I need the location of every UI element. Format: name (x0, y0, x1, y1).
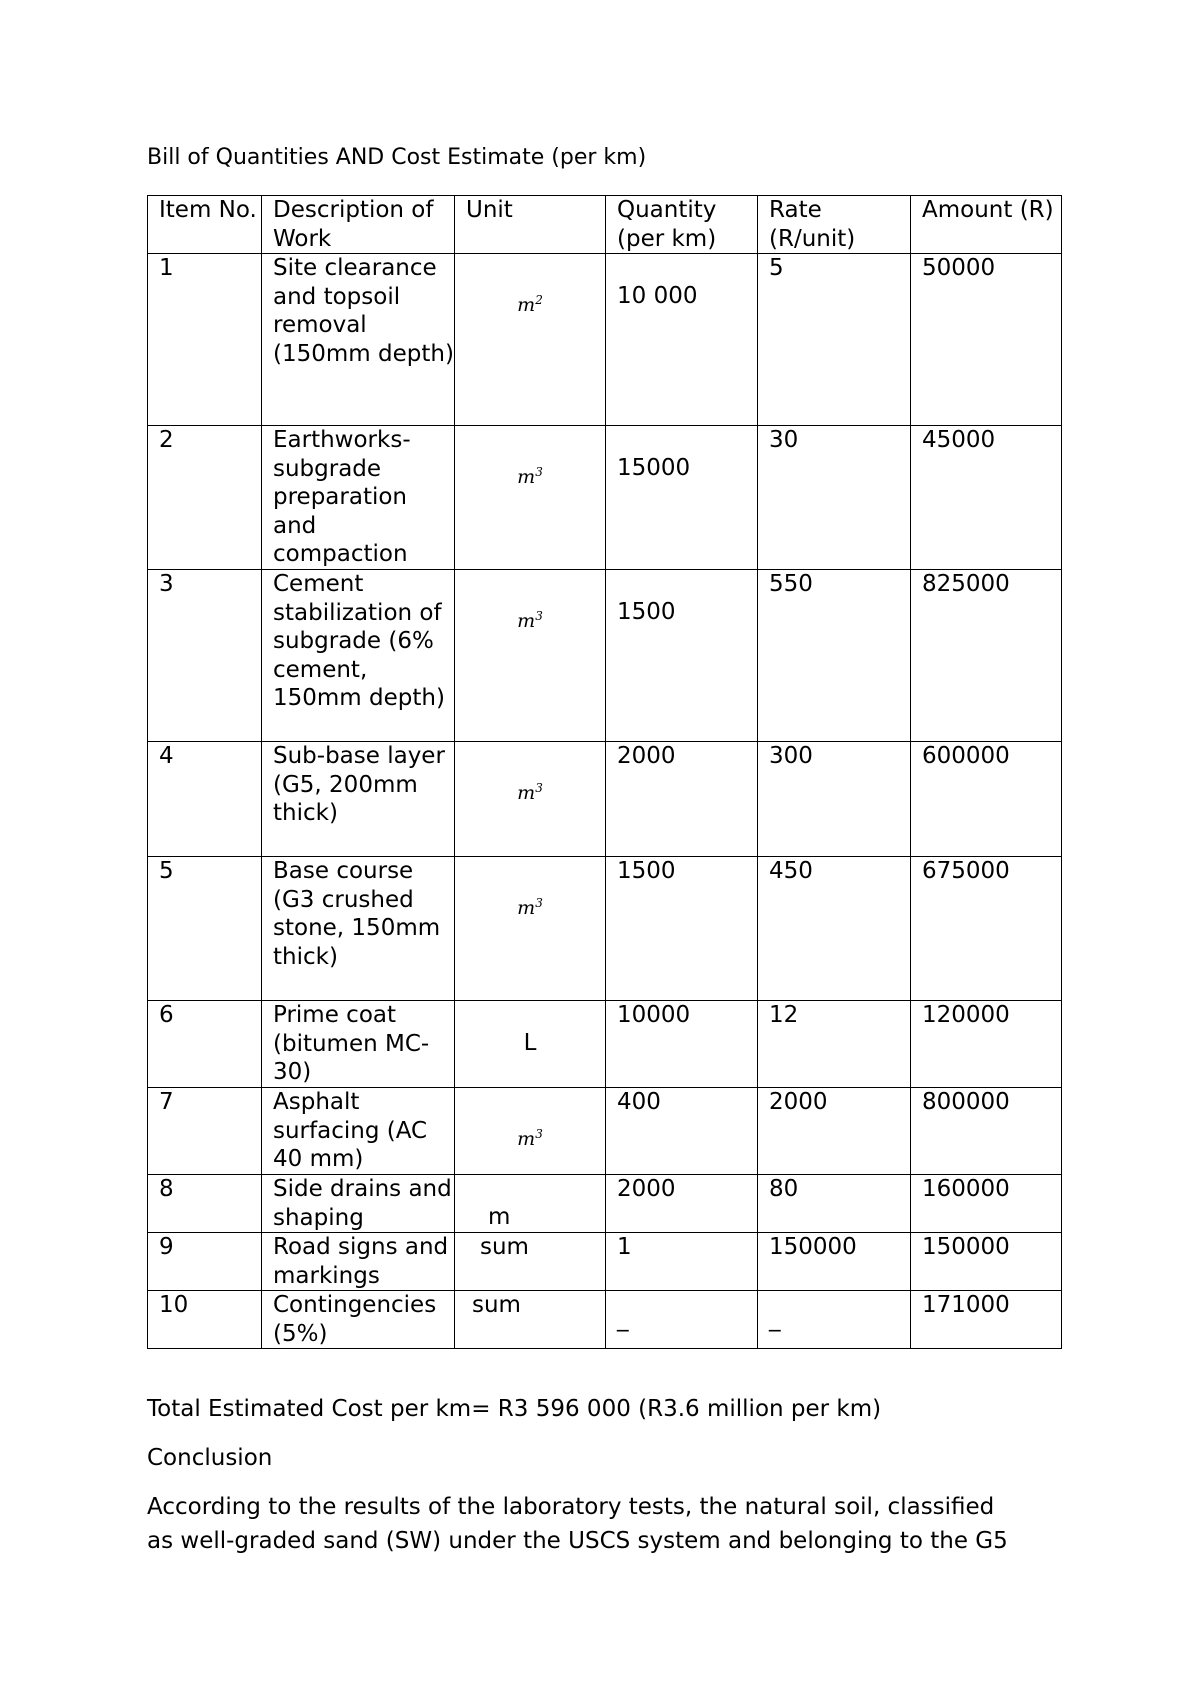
header-unit: Unit (455, 196, 606, 254)
table-header-row (148, 196, 1062, 254)
description-cell: Earthworks-subgrade preparation and compaction (262, 426, 455, 570)
unit-value: $m^2$ (517, 293, 543, 316)
quantity-cell: 1500 (606, 857, 758, 1001)
table-row (148, 426, 1062, 570)
amount-cell: 800000 (911, 1088, 1062, 1175)
description-cell: Sub-base layer (G5, 200mm thick) (262, 742, 455, 857)
conclusion-text-line-1: According to the results of the laboratory tests, the natural soil, classified (147, 1494, 995, 1520)
header-quantity: Quantity (per km) (606, 196, 758, 254)
rate-cell: 5 (758, 254, 911, 426)
unit-cell (455, 426, 606, 570)
unit-value: sum (472, 1292, 521, 1318)
quantity-cell: 400 (606, 1088, 758, 1175)
description-cell: Contingencies (5%) (262, 1291, 455, 1349)
unit-cell (455, 570, 606, 742)
description-cell: Asphalt surfacing (AC 40 mm) (262, 1088, 455, 1175)
description-cell: Side drains and shaping (262, 1175, 455, 1233)
table-row (148, 1291, 1062, 1349)
amount-cell: 600000 (911, 742, 1062, 857)
table-row (148, 857, 1062, 1001)
rate-cell: 2000 (758, 1088, 911, 1175)
header-rate: Rate (R/unit) (758, 196, 911, 254)
unit-cell (455, 742, 606, 857)
unit-cell (455, 254, 606, 426)
quantity-cell: 1 (606, 1233, 758, 1291)
table-row (148, 254, 1062, 426)
unit-value: L (523, 1030, 537, 1056)
item-number: 6 (148, 1001, 262, 1088)
total-estimated-cost: Total Estimated Cost per km= R3 596 000 (R3.6 million per km) (147, 1396, 882, 1422)
item-number: 8 (148, 1175, 262, 1233)
rate-cell: 80 (758, 1175, 911, 1233)
item-number: 2 (148, 426, 262, 570)
rate-cell: 300 (758, 742, 911, 857)
unit-value: sum (480, 1234, 529, 1260)
conclusion-text-line-2: as well-graded sand (SW) under the USCS system and belonging to the G5 (147, 1528, 1008, 1554)
header-description: Description of Work (262, 196, 455, 254)
unit-value: $m^3$ (517, 1127, 543, 1150)
quantity-cell: 2000 (606, 742, 758, 857)
amount-cell: 171000 (911, 1291, 1062, 1349)
table-row (148, 1088, 1062, 1175)
amount-cell: 120000 (911, 1001, 1062, 1088)
quantity-cell: 2000 (606, 1175, 758, 1233)
unit-cell (455, 1001, 606, 1088)
bill-of-quantities-table (147, 195, 1062, 1349)
conclusion-heading: Conclusion (147, 1445, 273, 1471)
table-row (148, 1175, 1062, 1233)
unit-cell (455, 1088, 606, 1175)
item-number: 10 (148, 1291, 262, 1349)
table-row (148, 1233, 1062, 1291)
description-cell: Prime coat (bitumen MC-30) (262, 1001, 455, 1088)
description-cell: Road signs and markings (262, 1233, 455, 1291)
table-row (148, 742, 1062, 857)
item-number: 5 (148, 857, 262, 1001)
unit-cell (455, 1291, 606, 1349)
amount-cell: 150000 (911, 1233, 1062, 1291)
header-item-no: Item No. (148, 196, 262, 254)
rate-cell: 550 (758, 570, 911, 742)
item-number: 9 (148, 1233, 262, 1291)
unit-value: $m^3$ (517, 781, 543, 804)
item-number: 4 (148, 742, 262, 857)
item-number: 3 (148, 570, 262, 742)
unit-cell (455, 1233, 606, 1291)
quantity-cell: _ (606, 1291, 758, 1349)
table-row (148, 570, 1062, 742)
unit-value: $m^3$ (517, 896, 543, 919)
amount-cell: 45000 (911, 426, 1062, 570)
amount-cell: 825000 (911, 570, 1062, 742)
unit-value: $m^3$ (517, 465, 543, 488)
item-number: 7 (148, 1088, 262, 1175)
quantity-cell: 1500 (606, 570, 758, 742)
quantity-cell: 10000 (606, 1001, 758, 1088)
amount-cell: 160000 (911, 1175, 1062, 1233)
rate-cell: 450 (758, 857, 911, 1001)
rate-cell: _ (758, 1291, 911, 1349)
unit-cell (455, 1175, 606, 1233)
amount-cell: 675000 (911, 857, 1062, 1001)
rate-cell: 150000 (758, 1233, 911, 1291)
document-title: Bill of Quantities AND Cost Estimate (per km) (147, 145, 647, 170)
rate-cell: 30 (758, 426, 911, 570)
unit-cell (455, 857, 606, 1001)
unit-value: $m^3$ (517, 609, 543, 632)
description-cell: Base course (G3 crushed stone, 150mm thick) (262, 857, 455, 1001)
unit-value: m (488, 1204, 511, 1230)
table-row (148, 1001, 1062, 1088)
amount-cell: 50000 (911, 254, 1062, 426)
rate-cell: 12 (758, 1001, 911, 1088)
header-amount: Amount (R) (911, 196, 1062, 254)
description-cell: Site clearance and topsoil removal (150mm depth) (262, 254, 455, 426)
quantity-cell: 15000 (606, 426, 758, 570)
description-cell: Cement stabilization of subgrade (6% cement, 150mm depth) (262, 570, 455, 742)
quantity-cell: 10 000 (606, 254, 758, 426)
item-number: 1 (148, 254, 262, 426)
